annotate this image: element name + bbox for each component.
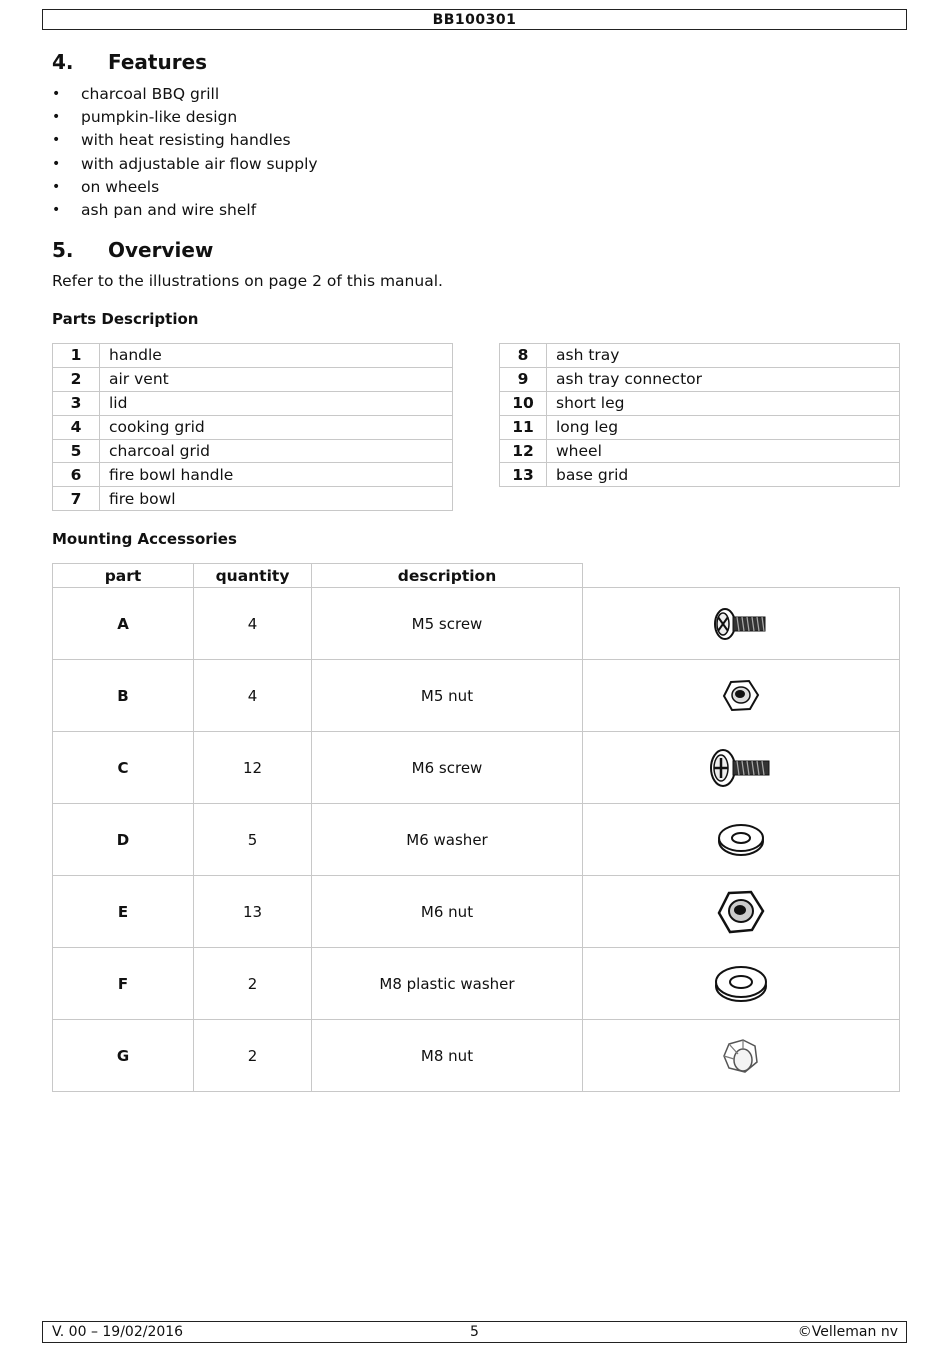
part-number: 2 [53, 367, 100, 391]
part-number: 13 [500, 463, 547, 487]
features-list [52, 83, 318, 222]
parts-table-left [52, 343, 453, 511]
overview-title: Overview [108, 238, 214, 262]
part-number: 9 [500, 367, 547, 391]
part-quantity: 4 [194, 660, 312, 732]
part-quantity: 12 [194, 732, 312, 804]
table-row [53, 367, 453, 391]
table-row [500, 344, 900, 368]
copyright: ©Velleman nv [797, 1324, 898, 1340]
table-row [53, 1020, 900, 1092]
table-row [53, 804, 900, 876]
table-row [53, 344, 453, 368]
part-letter: F [53, 948, 194, 1020]
features-heading [52, 50, 207, 74]
part-number: 1 [53, 344, 100, 368]
part-description: M6 screw [312, 732, 583, 804]
feature-item: • charcoal BBQ grill [52, 83, 318, 106]
part-quantity: 2 [194, 948, 312, 1020]
part-letter: C [53, 732, 194, 804]
part-description: M6 nut [312, 876, 583, 948]
part-description: ash tray connector [547, 367, 900, 391]
overview-number: 5. [52, 238, 74, 262]
document-footer [42, 1321, 907, 1343]
table-row [500, 415, 900, 439]
feature-item: • ash pan and wire shelf [52, 199, 318, 222]
part-image [583, 804, 900, 876]
part-description: wheel [547, 439, 900, 463]
part-image [583, 1020, 900, 1092]
parts-description-heading: Parts Description [52, 310, 199, 328]
part-description: M5 screw [312, 588, 583, 660]
washer-icon [716, 820, 766, 860]
table-header-row [53, 564, 900, 588]
column-header-image [583, 564, 900, 588]
features-number: 4. [52, 50, 74, 74]
feature-item: • on wheels [52, 176, 318, 199]
table-row [500, 367, 900, 391]
features-title: Features [108, 50, 208, 74]
part-image [583, 876, 900, 948]
part-quantity: 4 [194, 588, 312, 660]
feature-item: • pumpkin-like design [52, 106, 318, 129]
part-description: fire bowl [100, 487, 453, 511]
table-row [53, 487, 453, 511]
nut-large-icon [716, 887, 766, 937]
part-number: 4 [53, 415, 100, 439]
part-description: M8 plastic washer [312, 948, 583, 1020]
part-number: 3 [53, 391, 100, 415]
part-image [583, 732, 900, 804]
part-description: charcoal grid [100, 439, 453, 463]
part-description: air vent [100, 367, 453, 391]
part-description: M5 nut [312, 660, 583, 732]
part-quantity: 5 [194, 804, 312, 876]
part-description: handle [100, 344, 453, 368]
table-row [53, 415, 453, 439]
column-header-quantity: quantity [194, 564, 312, 588]
table-row [53, 660, 900, 732]
parts-table-right [499, 343, 900, 487]
part-number: 10 [500, 391, 547, 415]
table-row [53, 588, 900, 660]
part-quantity: 2 [194, 1020, 312, 1092]
mounting-accessories-heading: Mounting Accessories [52, 530, 237, 548]
part-quantity: 13 [194, 876, 312, 948]
document-header: BB100301 [42, 9, 907, 30]
screw-small-icon [711, 604, 771, 644]
overview-text: Refer to the illustrations on page 2 of this manual. [52, 272, 443, 290]
table-row [500, 391, 900, 415]
part-description: short leg [547, 391, 900, 415]
part-image [583, 948, 900, 1020]
part-description: ash tray [547, 344, 900, 368]
table-row [53, 876, 900, 948]
feature-item: • with heat resisting handles [52, 129, 318, 152]
feature-item: • with adjustable air flow supply [52, 153, 318, 176]
part-letter: D [53, 804, 194, 876]
part-letter: E [53, 876, 194, 948]
cap-nut-icon [719, 1034, 763, 1078]
part-description: M6 washer [312, 804, 583, 876]
table-row [53, 948, 900, 1020]
overview-heading [52, 238, 213, 262]
table-row [53, 391, 453, 415]
part-letter: G [53, 1020, 194, 1092]
screw-large-icon [708, 746, 774, 790]
nut-small-icon [721, 676, 761, 716]
part-image [583, 588, 900, 660]
page-number: 5 [470, 1324, 479, 1340]
part-description: fire bowl handle [100, 463, 453, 487]
part-number: 6 [53, 463, 100, 487]
part-number: 5 [53, 439, 100, 463]
table-row [500, 439, 900, 463]
column-header-part: part [53, 564, 194, 588]
part-number: 8 [500, 344, 547, 368]
column-header-description: description [312, 564, 583, 588]
table-row [53, 463, 453, 487]
part-number: 12 [500, 439, 547, 463]
part-number: 11 [500, 415, 547, 439]
part-description: long leg [547, 415, 900, 439]
table-row [500, 463, 900, 487]
part-description: M8 nut [312, 1020, 583, 1092]
part-description: lid [100, 391, 453, 415]
part-letter: B [53, 660, 194, 732]
part-description: base grid [547, 463, 900, 487]
version-date: V. 00 – 19/02/2016 [52, 1324, 184, 1340]
table-row [53, 439, 453, 463]
plastic-washer-icon [713, 962, 769, 1006]
part-number: 7 [53, 487, 100, 511]
table-row [53, 732, 900, 804]
part-letter: A [53, 588, 194, 660]
mounting-table [52, 563, 900, 1092]
part-image [583, 660, 900, 732]
part-description: cooking grid [100, 415, 453, 439]
